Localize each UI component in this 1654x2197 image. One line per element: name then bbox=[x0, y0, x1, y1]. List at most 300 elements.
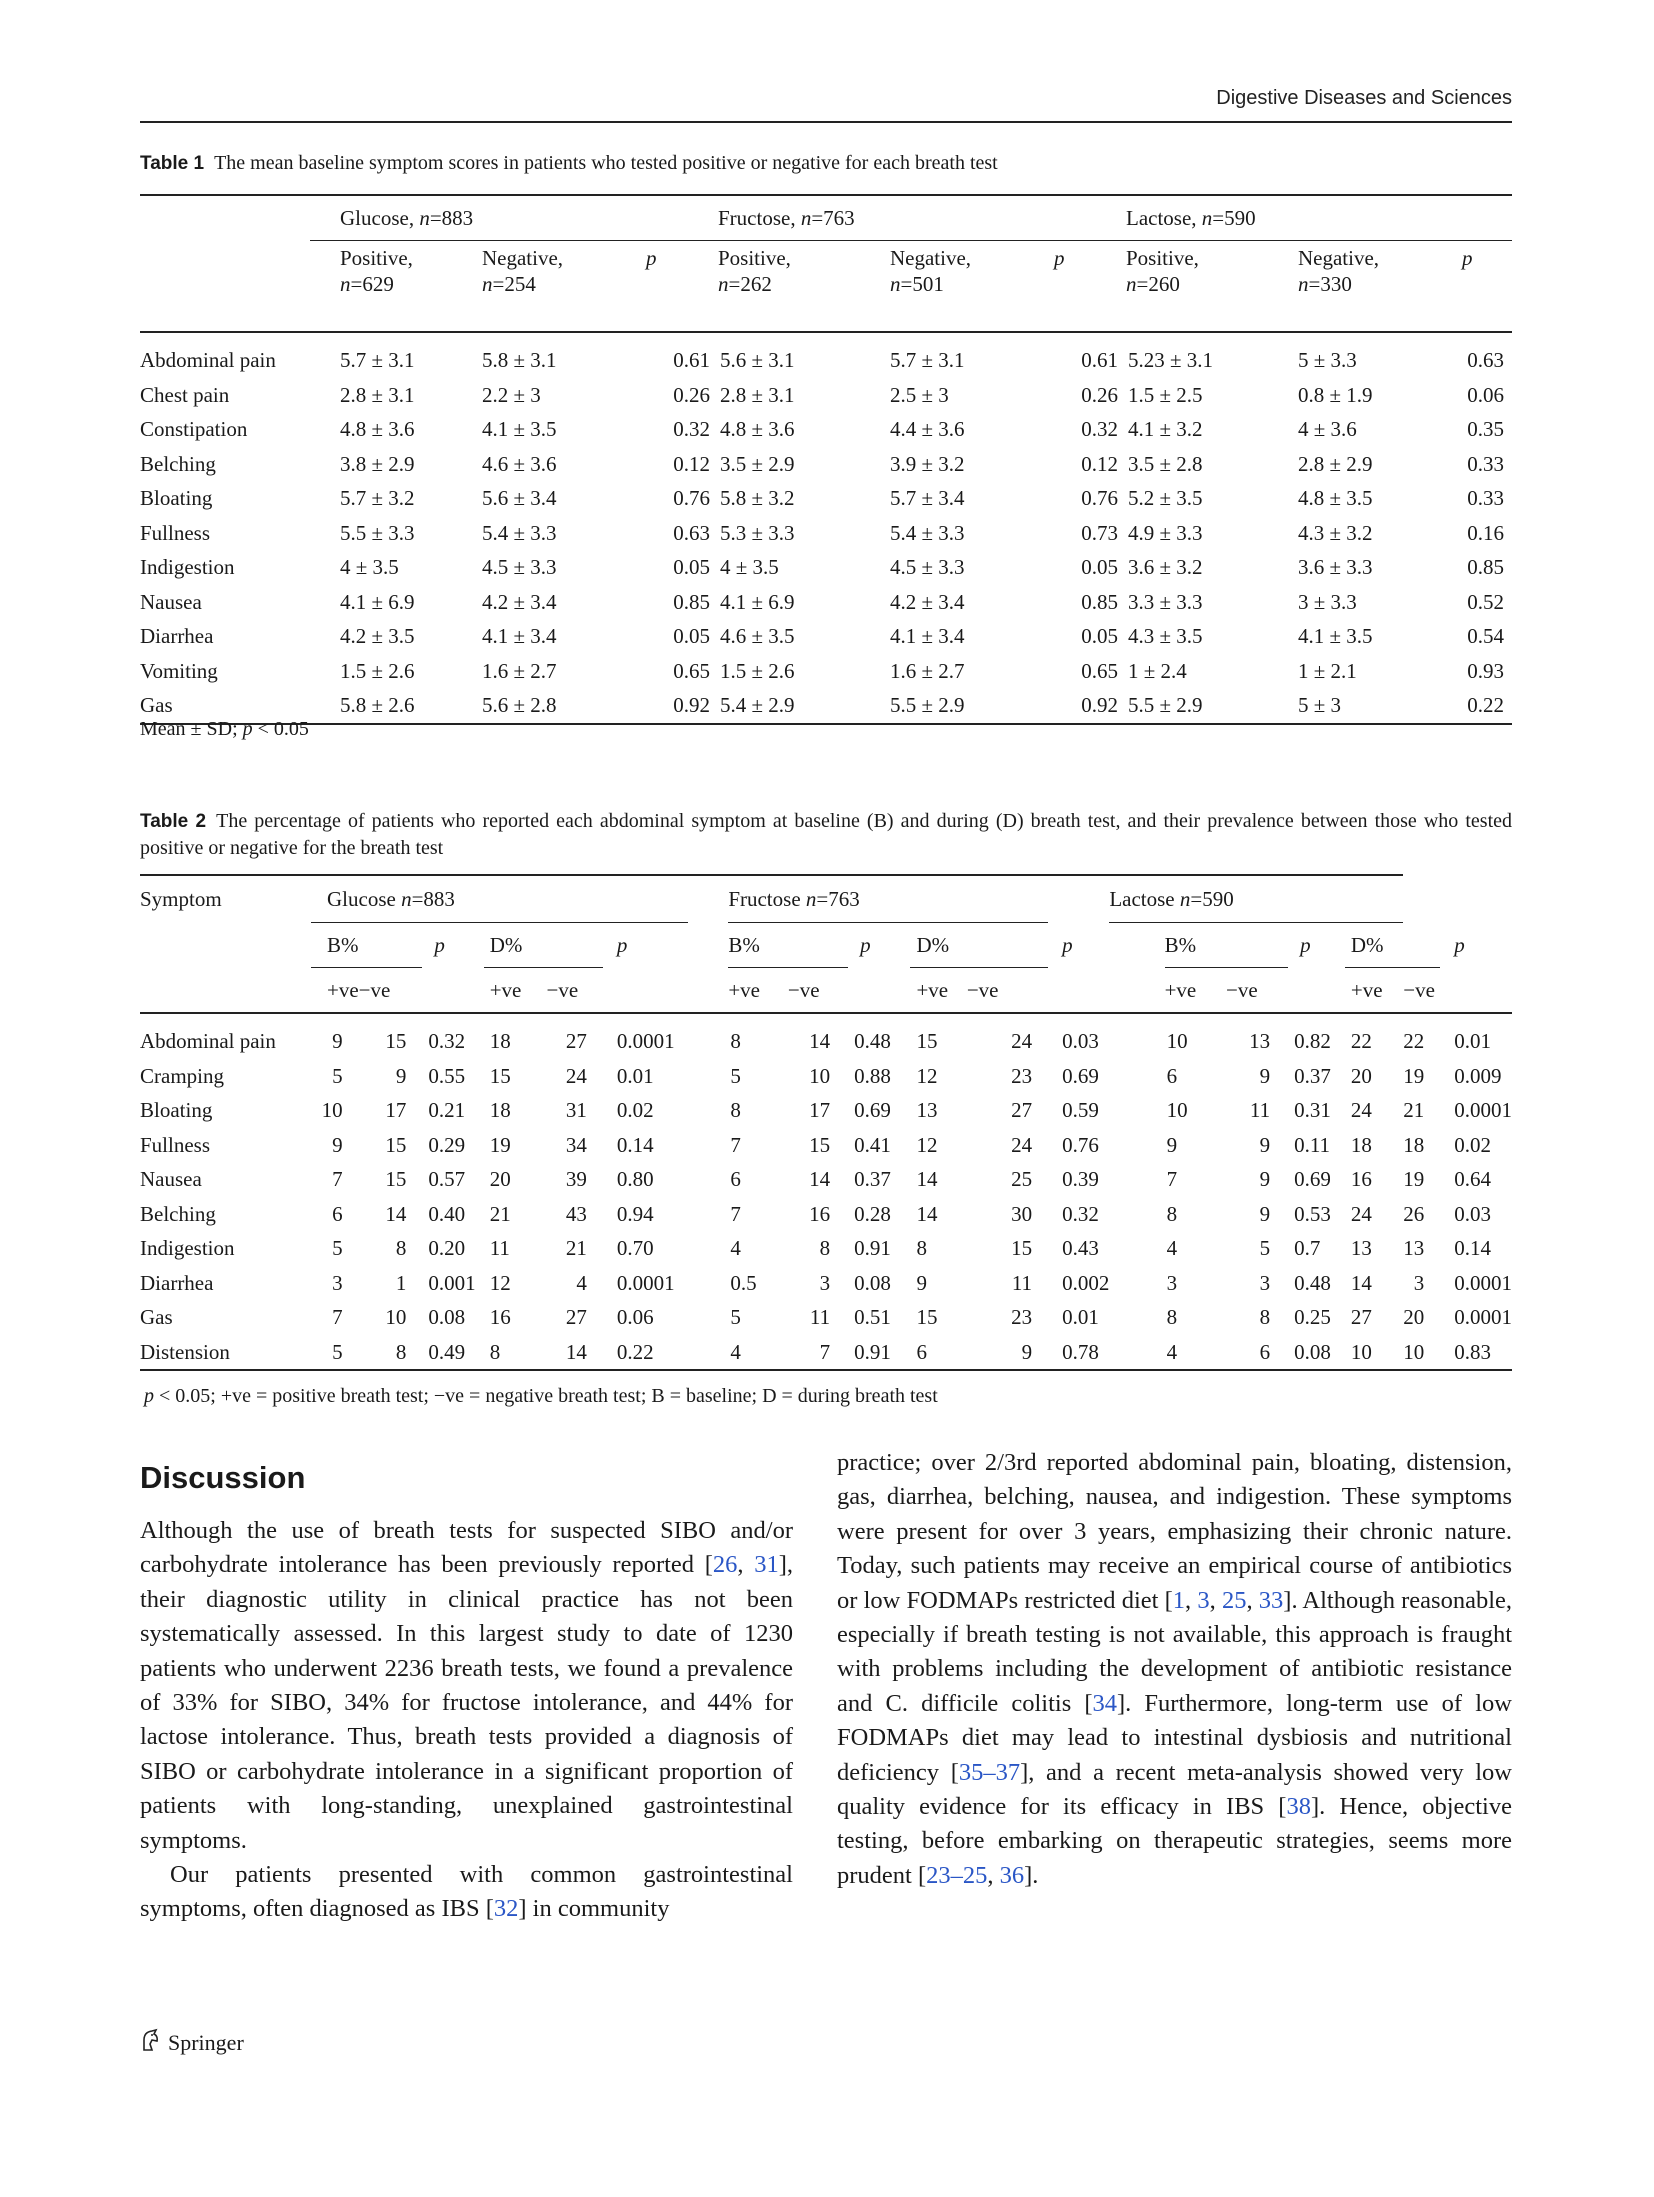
table2-dpos-cell: 18 bbox=[489, 1098, 511, 1122]
table2-p-cell: 0.28 bbox=[854, 1201, 891, 1226]
table2-gap bbox=[1109, 1013, 1164, 1059]
table2-p-cell: 0.14 bbox=[616, 1132, 654, 1157]
table1-value-cell: 2.5 ± 3 bbox=[890, 382, 949, 407]
table2-p-cell: 0.51 bbox=[854, 1305, 891, 1329]
table2-p-header: p bbox=[1300, 933, 1311, 957]
table2-bneg-cell: 9 bbox=[395, 1063, 407, 1088]
table2-dneg-cell: 24 bbox=[565, 1063, 587, 1088]
table2-row bbox=[140, 1335, 1512, 1371]
table2-bneg-cell: 9 bbox=[1259, 1132, 1271, 1157]
table2-bneg-cell: 3 bbox=[1259, 1270, 1271, 1295]
table2-bpos-cell: 10 bbox=[1166, 1029, 1188, 1053]
table1-p-cell: 0.76 bbox=[673, 486, 710, 510]
table1-value-cell: 4.3 ± 3.5 bbox=[1128, 624, 1203, 648]
table1-p-cell: 0.92 bbox=[1054, 688, 1126, 724]
table2-caption-text: The percentage of patients who reported each abdominal symptom at baseline (B) and during (D) breath test, and their prevalence between those who tested positive or negative for the breath test bbox=[140, 810, 1512, 859]
table2-d-header: D% bbox=[910, 923, 1048, 968]
table2-bneg-cell: 15 bbox=[385, 1132, 407, 1157]
table1-p-cell: 0.05 bbox=[673, 555, 710, 579]
table1-p-cell: 0.61 bbox=[1081, 348, 1118, 372]
table2-bneg-cell: 13 bbox=[1249, 1029, 1271, 1053]
table2-dpos-cell: 18 bbox=[489, 1029, 511, 1053]
citation-link[interactable]: 33 bbox=[1258, 1586, 1284, 1614]
table2-gap bbox=[1109, 1128, 1164, 1163]
table1-p-cell: 0.52 bbox=[1467, 589, 1504, 614]
table2-dneg-cell: 24 bbox=[1011, 1029, 1033, 1053]
table1-value-cell: 4.2 ± 3.4 bbox=[890, 589, 965, 614]
paragraph-text: , bbox=[987, 1861, 1000, 1889]
table2-empty bbox=[1288, 968, 1345, 1014]
table2-bpos-cell: 5 bbox=[730, 1305, 741, 1329]
table2-p-cell: 0.37 bbox=[854, 1167, 891, 1191]
table2-p-cell: 0.48 bbox=[1294, 1270, 1331, 1295]
table1-lactose-negative: Negative, n=330 bbox=[1298, 241, 1462, 333]
table2-p-cell: 0.01 bbox=[1454, 1029, 1491, 1053]
table2-gap bbox=[1109, 1231, 1164, 1266]
table2-b-header: B% bbox=[728, 923, 848, 968]
table2-gap bbox=[1109, 1197, 1164, 1232]
table2-p-cell: 0.32 bbox=[1062, 1201, 1099, 1226]
table2-bpos-cell: 5 bbox=[332, 1063, 343, 1088]
table2-bneg-cell: 14 bbox=[809, 1167, 831, 1191]
table2-bpos-cell: 9 bbox=[1166, 1132, 1178, 1157]
table1-row bbox=[140, 412, 1512, 447]
table1-p-cell: 0.92 bbox=[646, 688, 718, 724]
table2-bneg-cell: 8 bbox=[819, 1236, 831, 1260]
table1-row bbox=[140, 550, 1512, 585]
footer-publisher bbox=[140, 2028, 244, 2058]
table2-bneg-cell: 8 bbox=[1259, 1305, 1271, 1329]
table1-value-cell: 4.1 ± 3.4 bbox=[482, 624, 557, 648]
citation-link[interactable]: 34 bbox=[1092, 1689, 1118, 1717]
table1-group-lactose: Lactose, n=590 bbox=[1126, 195, 1512, 241]
table2-p-cell: 0.64 bbox=[1454, 1167, 1491, 1191]
table2-dpos-cell: 16 bbox=[489, 1305, 511, 1329]
table1-value-cell: 4.8 ± 3.5 bbox=[1298, 486, 1373, 510]
table2-p-cell: 0.59 bbox=[1062, 1098, 1099, 1122]
table2-gap bbox=[688, 1231, 729, 1266]
table2-dneg-cell: 18 bbox=[1403, 1132, 1425, 1157]
table2-dneg-cell: 9 bbox=[967, 1335, 1048, 1371]
table2-dpos-cell: 21 bbox=[489, 1201, 511, 1226]
table1-p-cell: 0.33 bbox=[1467, 486, 1504, 510]
table2-group-lactose: Lactose n=590 bbox=[1109, 875, 1403, 923]
table1-row bbox=[140, 447, 1512, 482]
table2-dneg-cell: 27 bbox=[1011, 1098, 1033, 1122]
table1-value-cell: 5.6 ± 3.1 bbox=[720, 348, 795, 372]
table2-dpos-cell: 16 bbox=[1350, 1167, 1372, 1191]
table1-row bbox=[140, 481, 1512, 516]
table1-value-cell: 5.8 ± 3.1 bbox=[482, 348, 557, 372]
table2-p-header: p bbox=[434, 933, 445, 957]
table2-p-cell: 0.91 bbox=[848, 1335, 910, 1371]
table2-dneg-cell: 22 bbox=[1403, 1029, 1425, 1053]
citation-link[interactable]: 25 bbox=[1221, 1586, 1247, 1614]
table1-value-cell: 4 ± 3.5 bbox=[340, 555, 399, 579]
table1-p-cell: 0.54 bbox=[1467, 624, 1504, 648]
table1-value-cell: 4.6 ± 3.5 bbox=[720, 624, 795, 648]
table1-value-cell: 2.8 ± 2.9 bbox=[1298, 451, 1373, 476]
table1-value-cell: 4.1 ± 3.2 bbox=[1128, 417, 1203, 441]
table2-pos-header: +ve bbox=[728, 968, 788, 1014]
table1-p-cell: 0.26 bbox=[1081, 382, 1118, 407]
table1-value-cell: 4.5 ± 3.3 bbox=[890, 555, 965, 579]
citation-link[interactable]: 36 bbox=[999, 1861, 1025, 1889]
table2-p-cell: 0.03 bbox=[1454, 1201, 1491, 1226]
table2-dneg-cell: 31 bbox=[565, 1098, 587, 1122]
table2-dpos-cell: 14 bbox=[1350, 1270, 1372, 1295]
table2-symptom-cell: Belching bbox=[140, 1201, 216, 1226]
table2-row bbox=[140, 1162, 1512, 1197]
table1-fructose-positive: Positive, n=262 bbox=[718, 241, 890, 333]
table2-bneg-cell: 10 bbox=[385, 1305, 407, 1329]
table2-bneg-cell: 9 bbox=[1259, 1167, 1271, 1191]
table1-value-cell: 5 ± 3.3 bbox=[1298, 348, 1357, 372]
table1-symptom-cell: Diarrhea bbox=[140, 624, 214, 648]
table2-p-cell: 0.37 bbox=[1294, 1063, 1331, 1088]
table1-value-cell: 4.5 ± 3.3 bbox=[482, 555, 557, 579]
table1-p-cell: 0.35 bbox=[1467, 417, 1504, 441]
table2-bneg-cell: 15 bbox=[385, 1167, 407, 1191]
citation-link[interactable]: 1 bbox=[1172, 1586, 1186, 1614]
table2-dpos-cell: 8 bbox=[916, 1236, 927, 1260]
table2-dneg-cell: 30 bbox=[1011, 1201, 1033, 1226]
table1-p-cell: 0.16 bbox=[1467, 520, 1504, 545]
table1-subheader bbox=[140, 241, 1512, 333]
table1-p-cell: 0.85 bbox=[1081, 589, 1118, 614]
table1-value-cell: 1.5 ± 2.5 bbox=[1128, 382, 1203, 407]
table2-symptom-cell: Gas bbox=[140, 1305, 173, 1329]
table1-value-cell: 4 ± 3.5 bbox=[720, 555, 779, 579]
table1-value-cell: 5.6 ± 2.8 bbox=[482, 688, 646, 724]
table2-row bbox=[140, 1128, 1512, 1163]
table1-value-cell: 5.7 ± 3.4 bbox=[890, 486, 965, 510]
table1-p-cell: 0.63 bbox=[1467, 348, 1504, 372]
table2-p-cell: 0.22 bbox=[603, 1335, 688, 1371]
table2-bpos-cell: 5 bbox=[332, 1236, 343, 1260]
table2-b-header: B% bbox=[1165, 923, 1288, 968]
table1-value-cell: 4.4 ± 3.6 bbox=[890, 417, 965, 441]
citation-link[interactable]: 38 bbox=[1286, 1793, 1311, 1821]
table2-dpos-cell: 24 bbox=[1350, 1201, 1372, 1226]
table1-value-cell: 4.6 ± 3.6 bbox=[482, 451, 557, 476]
table2-p-cell: 0.78 bbox=[1048, 1335, 1109, 1371]
table2-dpos-cell: 11 bbox=[489, 1236, 510, 1260]
table2-dneg-cell: 25 bbox=[1011, 1167, 1033, 1191]
table2-dneg-cell: 23 bbox=[1011, 1063, 1033, 1088]
table1-symptom-cell: Indigestion bbox=[140, 555, 235, 579]
table1-value-cell: 5 ± 3 bbox=[1298, 688, 1462, 724]
table2-row bbox=[140, 1093, 1512, 1128]
table2-gap bbox=[688, 1266, 729, 1301]
table2-bpos-cell: 7 bbox=[1166, 1167, 1178, 1191]
table1-p-cell: 0.85 bbox=[1467, 555, 1504, 579]
table2-dneg-cell: 26 bbox=[1403, 1201, 1425, 1226]
table2-gap bbox=[1109, 923, 1164, 968]
table1-p-cell: 0.22 bbox=[1462, 688, 1512, 724]
table2-p-cell: 0.0001 bbox=[1454, 1098, 1512, 1122]
table1-p-cell: 0.26 bbox=[673, 382, 710, 407]
table2-p-cell: 0.69 bbox=[854, 1098, 891, 1122]
table1-symptom-cell: Bloating bbox=[140, 486, 213, 510]
table1-glucose-negative: Negative, n=254 bbox=[482, 241, 646, 333]
table2-dpos-cell: 10 bbox=[1345, 1335, 1403, 1371]
table2-p-cell: 0.03 bbox=[1062, 1029, 1099, 1053]
table1-value-cell: 5.4 ± 3.3 bbox=[890, 520, 965, 545]
discussion-left-column bbox=[140, 1514, 793, 1927]
table2-gap bbox=[688, 1300, 729, 1335]
table1-p-cell: 0.61 bbox=[673, 348, 710, 372]
table2-dneg-cell: 27 bbox=[565, 1029, 587, 1053]
table2-p-cell: 0.0001 bbox=[616, 1270, 675, 1295]
table2-empty bbox=[848, 968, 910, 1014]
table2-dneg-cell: 10 bbox=[1403, 1335, 1440, 1371]
table2-bneg-cell: 7 bbox=[788, 1335, 848, 1371]
table2-row bbox=[140, 1197, 1512, 1232]
table2-empty bbox=[1048, 968, 1109, 1014]
table2-bpos-cell: 7 bbox=[730, 1201, 741, 1226]
table1-p-cell: 0.05 bbox=[1081, 555, 1118, 579]
paragraph-text: ]. Furthermore, long-term use of low FODMAPs diet may lead to intestinal dysbiosis and nutritional deficiency [ bbox=[837, 1689, 1512, 1786]
table2-bd-header bbox=[140, 923, 1512, 968]
header-rule bbox=[140, 121, 1512, 123]
table1-fructose-negative: Negative, n=501 bbox=[890, 241, 1054, 333]
table1-value-cell: 1.5 ± 2.6 bbox=[340, 658, 415, 683]
table2-bneg-cell: 11 bbox=[809, 1305, 831, 1329]
table1-group-header bbox=[140, 195, 1512, 241]
table2-bneg-cell: 10 bbox=[809, 1063, 831, 1088]
paragraph-text: , bbox=[737, 1551, 755, 1579]
table2-symptom-cell: Abdominal pain bbox=[140, 1029, 276, 1053]
table1-value-cell: 5.8 ± 3.2 bbox=[720, 486, 795, 510]
table2-empty bbox=[1440, 968, 1512, 1014]
table1-p-cell: 0.05 bbox=[1081, 624, 1118, 648]
table2-bneg-cell: 8 bbox=[395, 1236, 407, 1260]
paragraph-text: ], and a recent meta-analysis showed very low quality evidence for its efficacy in IBS [ bbox=[837, 1758, 1512, 1821]
table1-p-cell: 0.85 bbox=[673, 589, 710, 614]
table2-pos-header: +ve bbox=[311, 968, 359, 1014]
table1-value-cell: 1 ± 2.1 bbox=[1298, 658, 1357, 683]
table2-dpos-cell: 22 bbox=[1350, 1029, 1372, 1053]
table1-p-cell: 0.73 bbox=[1081, 520, 1118, 545]
table2-p-cell: 0.02 bbox=[616, 1098, 654, 1122]
table2-gap bbox=[688, 923, 729, 968]
table2-dneg-cell: 27 bbox=[565, 1305, 587, 1329]
table2-dpos-cell: 12 bbox=[916, 1063, 938, 1088]
table2-dneg-cell: 19 bbox=[1403, 1063, 1425, 1088]
table2-p-cell: 0.41 bbox=[854, 1132, 891, 1157]
paragraph-text: , bbox=[1185, 1586, 1198, 1614]
table1-value-cell: 4.2 ± 3.4 bbox=[482, 589, 557, 614]
table2-gap bbox=[1109, 1059, 1164, 1094]
table1-p-cell: 0.32 bbox=[1081, 417, 1118, 441]
table2-group-header bbox=[140, 875, 1512, 923]
table1-value-cell: 2.8 ± 3.1 bbox=[720, 382, 795, 407]
table1-symptom-cell: Vomiting bbox=[140, 658, 218, 683]
table2-bneg-cell: 8 bbox=[359, 1335, 423, 1371]
paragraph-text: , bbox=[1246, 1586, 1259, 1614]
table2-p-header: p bbox=[1062, 932, 1073, 957]
paragraph-text: practice; over 2/3rd reported abdominal pain, bloating, distension, gas, diarrhea, belching, nausea, and indigestion. These symptoms were present for over 3 years, emphasizing their chronic nature. Today, such patients may receive an empirical course of antibiotics or low FODMAPs restricted diet [ bbox=[837, 1449, 1512, 1614]
table2-bpos-cell: 8 bbox=[1166, 1305, 1178, 1329]
citation-link[interactable]: 3 bbox=[1197, 1586, 1210, 1614]
table2-bpos-cell: 0.5 bbox=[730, 1270, 757, 1295]
table2 bbox=[140, 874, 1512, 1371]
table2-dneg-cell: 20 bbox=[1403, 1305, 1425, 1329]
table2-bpos-cell: 6 bbox=[1166, 1063, 1178, 1088]
table1-row bbox=[140, 332, 1512, 378]
table2-p-cell: 0.48 bbox=[854, 1029, 891, 1053]
table2-footnote: p < 0.05; +ve = positive breath test; −ve = negative breath test; B = baseline; D = during breath test bbox=[144, 1385, 938, 1407]
table2-row bbox=[140, 1231, 1512, 1266]
table2-dpos-cell: 13 bbox=[916, 1098, 938, 1122]
citation-link[interactable]: 26 bbox=[712, 1551, 738, 1579]
table2-bneg-cell: 14 bbox=[809, 1029, 831, 1053]
table2-row bbox=[140, 1266, 1512, 1301]
table2-p-cell: 0.57 bbox=[428, 1167, 466, 1191]
table1-p-cell: 0.06 bbox=[1467, 382, 1504, 407]
table1-row bbox=[140, 619, 1512, 654]
table2-p-cell: 0.001 bbox=[428, 1270, 476, 1295]
table2-bneg-cell: 17 bbox=[385, 1098, 407, 1122]
table2-bpos-cell: 4 bbox=[1166, 1236, 1178, 1260]
table2-p-cell: 0.0001 bbox=[1454, 1270, 1512, 1295]
table1-value-cell: 5.4 ± 2.9 bbox=[718, 688, 890, 724]
table2-dneg-cell: 3 bbox=[1413, 1270, 1425, 1295]
table1-symptom-cell: Gas bbox=[140, 688, 310, 724]
table2-p-cell: 0.69 bbox=[1062, 1063, 1099, 1088]
table2-gap bbox=[688, 1162, 729, 1197]
table1-p-cell: 0.65 bbox=[673, 658, 710, 683]
table2-bneg-cell: 15 bbox=[809, 1132, 831, 1157]
table2-bneg-cell: 1 bbox=[395, 1270, 407, 1295]
table2-d-header: D% bbox=[484, 923, 603, 968]
table2-bneg-cell: 17 bbox=[809, 1098, 831, 1122]
table1-p-cell: 0.76 bbox=[1081, 486, 1118, 510]
table2-p-cell: 0.11 bbox=[1294, 1132, 1331, 1157]
table1-symptom-cell: Constipation bbox=[140, 417, 248, 441]
discussion-heading: Discussion bbox=[140, 1460, 306, 1495]
table2-p-cell: 0.08 bbox=[428, 1305, 466, 1329]
table2-bpos-cell: 9 bbox=[332, 1029, 343, 1053]
table2-p-cell: 0.70 bbox=[616, 1236, 654, 1260]
table2-gap bbox=[688, 1059, 729, 1094]
table2-p-header: p bbox=[860, 933, 871, 957]
table2-dneg-cell: 23 bbox=[1011, 1305, 1033, 1329]
table2-p-cell: 0.88 bbox=[854, 1063, 891, 1088]
table1-symptom-cell: Fullness bbox=[140, 520, 211, 545]
table2-p-cell: 0.01 bbox=[616, 1063, 654, 1088]
table2-p-cell: 0.82 bbox=[1294, 1029, 1331, 1053]
table2-dpos-cell: 12 bbox=[916, 1132, 938, 1157]
table2-bpos-cell: 6 bbox=[730, 1167, 741, 1191]
table2-p-cell: 0.40 bbox=[428, 1201, 466, 1226]
table2-dpos-cell: 14 bbox=[916, 1201, 938, 1226]
table1-value-cell: 2.2 ± 3 bbox=[482, 382, 541, 407]
table1-symptom-cell: Nausea bbox=[140, 589, 202, 614]
table2-gap bbox=[688, 1197, 729, 1232]
table2-neg-header: −ve bbox=[967, 968, 1048, 1014]
table2-dpos-cell: 13 bbox=[1350, 1236, 1372, 1260]
table1-value-cell: 4.9 ± 3.3 bbox=[1128, 520, 1203, 545]
table2-dneg-cell: 13 bbox=[1403, 1236, 1425, 1260]
table2-p-cell: 0.7 bbox=[1294, 1236, 1321, 1260]
table1-row bbox=[140, 516, 1512, 551]
table2-pos-header: +ve bbox=[910, 968, 966, 1014]
paragraph-text: ] in community bbox=[518, 1895, 670, 1923]
table2-p-cell: 0.002 bbox=[1062, 1270, 1110, 1295]
table1-value-cell: 5.5 ± 3.3 bbox=[340, 520, 415, 545]
table1-value-cell: 4.8 ± 3.6 bbox=[720, 417, 795, 441]
table1-p-cell: 0.32 bbox=[673, 417, 710, 441]
table2-dpos-cell: 15 bbox=[916, 1305, 938, 1329]
table1 bbox=[140, 194, 1512, 725]
table1-body bbox=[140, 332, 1512, 724]
paragraph-text: Our patients presented with common gastrointestinal symptoms, often diagnosed as IBS [ bbox=[140, 1861, 793, 1923]
table2-dpos-cell: 20 bbox=[489, 1167, 511, 1191]
table1-value-cell: 5.2 ± 3.5 bbox=[1128, 486, 1203, 510]
table2-dpos-cell: 24 bbox=[1350, 1098, 1372, 1122]
discussion-paragraph bbox=[140, 1858, 793, 1927]
table2-p-cell: 0.83 bbox=[1440, 1335, 1512, 1371]
table1-p-cell: 0.93 bbox=[1467, 658, 1504, 683]
table2-bneg-cell: 16 bbox=[809, 1201, 831, 1226]
table2-empty bbox=[603, 968, 688, 1014]
discussion-paragraph bbox=[140, 1514, 793, 1858]
table2-symptom-cell: Fullness bbox=[140, 1132, 211, 1157]
table1-lactose-positive: Positive, n=260 bbox=[1126, 241, 1298, 333]
table2-p-cell: 0.29 bbox=[428, 1132, 466, 1157]
table2-p-cell: 0.49 bbox=[422, 1335, 483, 1371]
table1-p-cell: 0.63 bbox=[673, 520, 710, 545]
journal-name: Digestive Diseases and Sciences bbox=[1216, 87, 1512, 109]
table1-lactose-p: p bbox=[1462, 241, 1512, 333]
table1-value-cell: 3.5 ± 2.9 bbox=[720, 451, 795, 476]
table2-symptom-cell: Indigestion bbox=[140, 1236, 235, 1260]
table2-dneg-cell: 15 bbox=[1011, 1236, 1033, 1260]
table1-value-cell: 3 ± 3.3 bbox=[1298, 589, 1357, 614]
table2-dneg-cell: 19 bbox=[1403, 1167, 1425, 1191]
table2-p-header: p bbox=[616, 933, 628, 957]
table2-dpos-cell: 6 bbox=[910, 1335, 966, 1371]
table2-symptom-cell: Nausea bbox=[140, 1167, 202, 1191]
table1-value-cell: 3.6 ± 3.2 bbox=[1128, 555, 1203, 579]
table2-gap bbox=[688, 1335, 729, 1371]
table2-p-header: p bbox=[1454, 932, 1465, 957]
table2-bpos-cell: 9 bbox=[332, 1132, 343, 1157]
table2-bpos-cell: 6 bbox=[332, 1201, 343, 1226]
table2-neg-header: −ve bbox=[788, 968, 848, 1014]
discussion-paragraph bbox=[837, 1446, 1512, 1893]
citation-link[interactable]: 35–37 bbox=[958, 1758, 1021, 1786]
table2-bpos-cell: 4 bbox=[1165, 1335, 1226, 1371]
table2-bpos-cell: 10 bbox=[321, 1098, 343, 1122]
table2-bpos-cell: 10 bbox=[1166, 1098, 1188, 1122]
table1-value-cell: 5.6 ± 3.4 bbox=[482, 486, 557, 510]
table1-glucose-p: p bbox=[646, 241, 718, 333]
table2-p-cell: 0.08 bbox=[1288, 1335, 1345, 1371]
citation-link[interactable]: 23–25 bbox=[926, 1861, 988, 1889]
table1-value-cell: 2.8 ± 3.1 bbox=[340, 382, 415, 407]
citation-link[interactable]: 32 bbox=[493, 1895, 519, 1923]
citation-link[interactable]: 31 bbox=[754, 1551, 779, 1579]
table2-symptom-cell: Diarrhea bbox=[140, 1270, 214, 1295]
table1-value-cell: 1.6 ± 2.7 bbox=[890, 658, 965, 683]
table2-p-cell: 0.91 bbox=[854, 1236, 891, 1260]
table2-bpos-cell: 4 bbox=[728, 1335, 788, 1371]
table2-neg-header: −ve bbox=[1226, 968, 1288, 1014]
table1-p-cell: 0.12 bbox=[673, 451, 710, 476]
